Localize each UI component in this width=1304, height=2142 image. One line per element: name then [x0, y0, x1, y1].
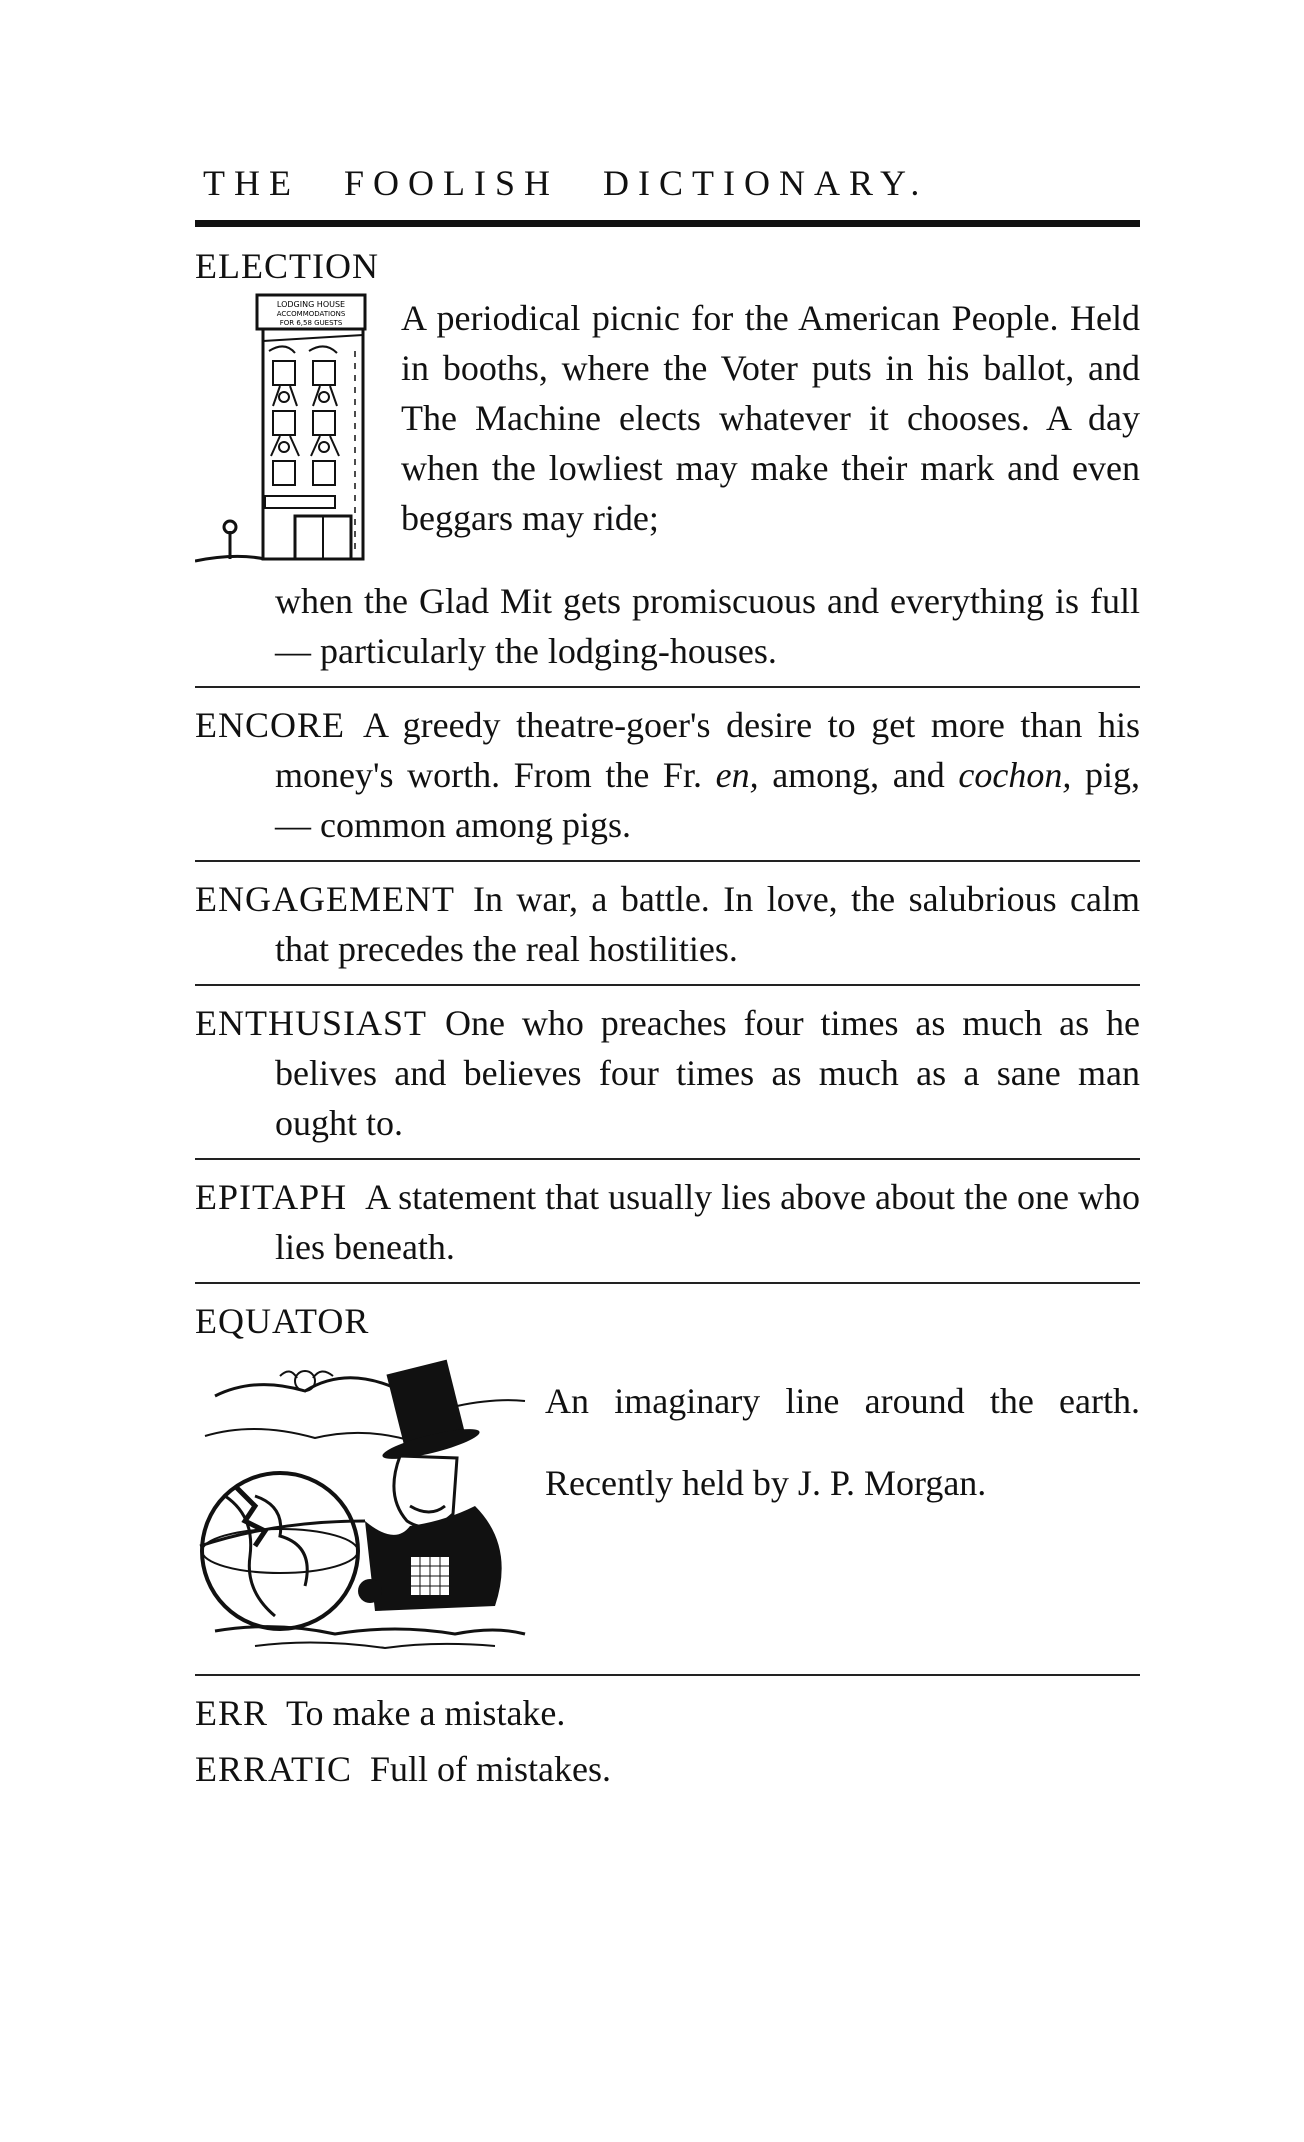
entry-definition: pig, — common among pigs.	[275, 755, 1141, 845]
entry-encore	[195, 700, 1140, 850]
entry-definition: among, and	[772, 755, 945, 795]
entry-word: ENTHUSIAST	[195, 1003, 427, 1043]
entry-erratic	[195, 1744, 1140, 1794]
entry-word: ENCORE	[195, 705, 345, 745]
entry-definition: A greedy theatre-goer's desire to get more than his money's worth. From the Fr.	[275, 705, 1140, 795]
entry-definition-continued: when the Glad Mit gets promiscuous and everything is full — particularly the lodging-houses.	[275, 581, 1140, 671]
sign-line-3: FOR 6,58 GUESTS	[279, 319, 343, 327]
sign-line-1: LODGING HOUSE	[276, 300, 346, 309]
entry-word: ENGAGEMENT	[195, 879, 455, 919]
dictionary-page	[195, 150, 1140, 1794]
french-word-en: en,	[715, 755, 759, 795]
entry-word: ERRATIC	[195, 1749, 353, 1789]
divider-rule	[195, 984, 1140, 986]
french-word-cochon: cochon,	[958, 755, 1072, 795]
entry-definition: To make a mistake.	[286, 1693, 566, 1733]
entry-enthusiast	[195, 998, 1140, 1148]
entry-epitaph	[195, 1172, 1140, 1272]
divider-rule	[195, 1158, 1140, 1160]
election-illustration-block	[195, 291, 1140, 576]
globe-top-hat-illustration	[195, 1346, 535, 1656]
divider-rule	[195, 1282, 1140, 1284]
divider-rule	[195, 1674, 1140, 1676]
header-rule	[195, 220, 1140, 227]
divider-rule	[195, 686, 1140, 688]
entry-definition: In war, a battle. In love, the salubrious calm that precedes the real hostilities.	[275, 879, 1140, 969]
entry-err	[195, 1688, 1140, 1738]
entry-election	[195, 241, 1140, 676]
entry-word: EPITAPH	[195, 1177, 348, 1217]
entry-definition: One who preaches four times as much as he belives and believes four times as much as a sane man ought to.	[275, 1003, 1140, 1143]
entry-definition: A periodical picnic for the American People. Held in booths, where the Voter puts in his ballot, and The Machine elects whatever it chooses. A day when the lowliest may make their mark and even beggars may ride;	[401, 298, 1140, 538]
entry-definition: An imaginary line around the earth. Recently held by J. P. Morgan.	[545, 1381, 1140, 1503]
lodging-house-illustration	[195, 291, 385, 576]
entry-word: EQUATOR	[195, 1301, 370, 1341]
entry-equator	[195, 1296, 1140, 1656]
equator-illustration-block	[195, 1346, 1140, 1656]
entry-word: ELECTION	[195, 246, 379, 286]
sign-line-2: ACCOMMODATIONS	[276, 310, 346, 318]
entry-definition: Full of mistakes.	[370, 1749, 612, 1789]
entry-word: ERR	[195, 1693, 269, 1733]
entry-definition: A statement that usually lies above about the one who lies beneath.	[275, 1177, 1140, 1267]
entry-engagement	[195, 874, 1140, 974]
divider-rule	[195, 860, 1140, 862]
running-title: THE FOOLISH DICTIONARY.	[203, 163, 929, 203]
